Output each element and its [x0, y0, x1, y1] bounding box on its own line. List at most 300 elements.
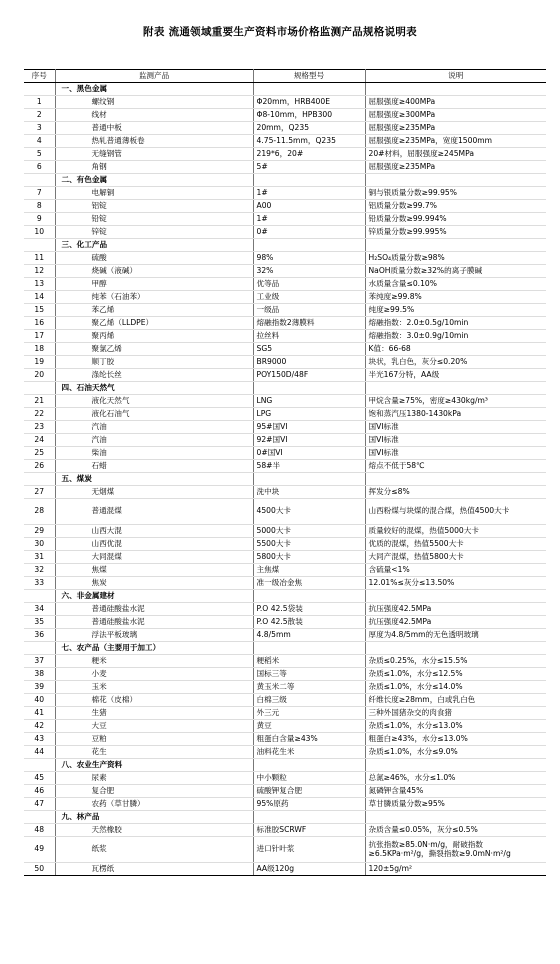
description: 12.01%≤灰分≤13.50%	[365, 577, 546, 590]
table-row	[24, 668, 546, 681]
table-row	[24, 226, 546, 239]
row-number: 18	[24, 343, 55, 356]
category-spec-cell	[253, 382, 365, 395]
row-number: 9	[24, 213, 55, 226]
description: 屈服强度≥235MPa	[365, 161, 546, 174]
description: 铅质量分数≥99.994%	[365, 213, 546, 226]
description: 国VI标准	[365, 421, 546, 434]
category-spec-cell	[253, 83, 365, 96]
table-row	[24, 694, 546, 707]
row-number: 5	[24, 148, 55, 161]
row-number: 37	[24, 655, 55, 668]
product-name: 普通混煤	[55, 499, 253, 525]
spec-model: P.O 42.5散装	[253, 616, 365, 629]
spec-model: Φ8-10mm，HPB300	[253, 109, 365, 122]
row-number: 43	[24, 733, 55, 746]
description: 铜与银质量分数≥99.95%	[365, 187, 546, 200]
row-number: 3	[24, 122, 55, 135]
spec-model: 粗蛋白含量≥43%	[253, 733, 365, 746]
table-row	[24, 291, 546, 304]
description: 粗蛋白≥43%，水分≤13.0%	[365, 733, 546, 746]
category-row	[24, 174, 546, 187]
description: 杂质≤1.0%，水分≤12.5%	[365, 668, 546, 681]
table-row	[24, 447, 546, 460]
product-name: 液化天然气	[55, 395, 253, 408]
row-number: 46	[24, 785, 55, 798]
spec-model: 工业级	[253, 291, 365, 304]
spec-model: 硫酸钾复合肥	[253, 785, 365, 798]
category-spec-cell	[253, 174, 365, 187]
spec-model: POY150D/48F	[253, 369, 365, 382]
spec-model: 5500大卡	[253, 538, 365, 551]
category-desc-cell	[365, 239, 546, 252]
row-number: 31	[24, 551, 55, 564]
product-name: 棉花（皮棉）	[55, 694, 253, 707]
product-name: 山西优混	[55, 538, 253, 551]
description: 纤维长度≥28mm，白或乳白色	[365, 694, 546, 707]
spec-model: P.O 42.5袋装	[253, 603, 365, 616]
description: 水质量含量≤0.10%	[365, 278, 546, 291]
category-no-cell	[24, 473, 55, 486]
row-number: 1	[24, 96, 55, 109]
description: 甲烷含量≥75%，密度≥430kg/m³	[365, 395, 546, 408]
row-number: 38	[24, 668, 55, 681]
header-product: 监测产品	[55, 70, 253, 83]
product-name: 豆粕	[55, 733, 253, 746]
description: 总氮≥46%，水分≤1.0%	[365, 772, 546, 785]
description: 熔融指数：2.0±0.5g/10min	[365, 317, 546, 330]
description: 草甘膦质量分数≥95%	[365, 798, 546, 811]
category-row	[24, 759, 546, 772]
product-name: 纸浆	[55, 837, 253, 863]
row-number: 50	[24, 863, 55, 876]
table-row	[24, 616, 546, 629]
product-name: 焦炭	[55, 577, 253, 590]
description: 屈服强度≥235MPa	[365, 122, 546, 135]
product-name: 甲醇	[55, 278, 253, 291]
description: 杂质≤1.0%，水分≤13.0%	[365, 720, 546, 733]
product-name: 焦煤	[55, 564, 253, 577]
row-number: 27	[24, 486, 55, 499]
table-row	[24, 109, 546, 122]
row-number: 44	[24, 746, 55, 759]
product-name: 铅锭	[55, 213, 253, 226]
product-name: 涤纶长丝	[55, 369, 253, 382]
table-row	[24, 304, 546, 317]
table-row	[24, 486, 546, 499]
product-name: 铝锭	[55, 200, 253, 213]
spec-model: 20mm，Q235	[253, 122, 365, 135]
spec-model: 58#半	[253, 460, 365, 473]
description: 抗压强度42.5MPa	[365, 603, 546, 616]
category-row	[24, 239, 546, 252]
product-name: 花生	[55, 746, 253, 759]
spec-model: 黄豆	[253, 720, 365, 733]
category-no-cell	[24, 239, 55, 252]
spec-model: 95%原药	[253, 798, 365, 811]
description: 纯度≥99.5%	[365, 304, 546, 317]
row-number: 36	[24, 629, 55, 642]
category-name: 八、农业生产资料	[55, 759, 253, 772]
row-number: 19	[24, 356, 55, 369]
category-name: 六、非金属建材	[55, 590, 253, 603]
product-name: 汽油	[55, 421, 253, 434]
spec-model: SG5	[253, 343, 365, 356]
row-number: 22	[24, 408, 55, 421]
category-spec-cell	[253, 759, 365, 772]
category-row	[24, 811, 546, 824]
spec-model: 4.75-11.5mm，Q235	[253, 135, 365, 148]
spec-model: 98%	[253, 252, 365, 265]
table-row	[24, 499, 546, 525]
spec-model: 优等品	[253, 278, 365, 291]
spec-model: 标准胶SCRWF	[253, 824, 365, 837]
spec-model: 4500大卡	[253, 499, 365, 525]
category-no-cell	[24, 759, 55, 772]
spec-model: 熔融指数2薄膜料	[253, 317, 365, 330]
row-number: 41	[24, 707, 55, 720]
row-number: 30	[24, 538, 55, 551]
row-number: 2	[24, 109, 55, 122]
spec-model: AA级120g	[253, 863, 365, 876]
product-name: 小麦	[55, 668, 253, 681]
product-name: 苯乙烯	[55, 304, 253, 317]
row-number: 7	[24, 187, 55, 200]
table-row	[24, 278, 546, 291]
product-name: 纯苯（石油苯）	[55, 291, 253, 304]
category-no-cell	[24, 174, 55, 187]
description: 杂质含量≤0.05%，灰分≤0.5%	[365, 824, 546, 837]
row-number: 10	[24, 226, 55, 239]
row-number: 40	[24, 694, 55, 707]
spec-model: 白棉三级	[253, 694, 365, 707]
product-name: 天然橡胶	[55, 824, 253, 837]
product-name: 普通硅酸盐水泥	[55, 616, 253, 629]
category-desc-cell	[365, 382, 546, 395]
product-name: 汽油	[55, 434, 253, 447]
description: 三种外国猪杂交的肉食猪	[365, 707, 546, 720]
spec-model: 国标三等	[253, 668, 365, 681]
spec-model: 5#	[253, 161, 365, 174]
category-spec-cell	[253, 239, 365, 252]
product-name: 尿素	[55, 772, 253, 785]
table-row	[24, 135, 546, 148]
table-row	[24, 707, 546, 720]
row-number: 24	[24, 434, 55, 447]
category-spec-cell	[253, 642, 365, 655]
description: 杂质≤1.0%，水分≤9.0%	[365, 746, 546, 759]
header-desc: 说明	[365, 70, 546, 83]
category-desc-cell	[365, 174, 546, 187]
row-number: 26	[24, 460, 55, 473]
table-row	[24, 538, 546, 551]
spec-model: 5800大卡	[253, 551, 365, 564]
header-no: 序号	[24, 70, 55, 83]
description: 屈服强度≥235MPa，宽度1500mm	[365, 135, 546, 148]
description: 抗压强度42.5MPa	[365, 616, 546, 629]
description: 氮磷钾含量45%	[365, 785, 546, 798]
product-name: 农药（草甘膦）	[55, 798, 253, 811]
category-name: 二、有色金属	[55, 174, 253, 187]
category-desc-cell	[365, 811, 546, 824]
table-row	[24, 824, 546, 837]
product-name: 电解铜	[55, 187, 253, 200]
table-row	[24, 629, 546, 642]
description: 饱和蒸汽压1380-1430kPa	[365, 408, 546, 421]
table-row	[24, 720, 546, 733]
spec-model: 1#	[253, 187, 365, 200]
product-name: 普通中板	[55, 122, 253, 135]
row-number: 35	[24, 616, 55, 629]
product-name: 无缝钢管	[55, 148, 253, 161]
table-row	[24, 200, 546, 213]
category-row	[24, 590, 546, 603]
table-row	[24, 746, 546, 759]
category-name: 一、黑色金属	[55, 83, 253, 96]
product-name: 石蜡	[55, 460, 253, 473]
spec-model: 粳稻米	[253, 655, 365, 668]
category-spec-cell	[253, 811, 365, 824]
table-row	[24, 525, 546, 538]
product-name: 线材	[55, 109, 253, 122]
spec-model: 一级品	[253, 304, 365, 317]
product-name: 无烟煤	[55, 486, 253, 499]
product-name: 复合肥	[55, 785, 253, 798]
category-name: 三、化工产品	[55, 239, 253, 252]
product-name: 烧碱（液碱）	[55, 265, 253, 278]
table-row	[24, 187, 546, 200]
spec-model: 4.8/5mm	[253, 629, 365, 642]
table-row	[24, 577, 546, 590]
spec-model: 洗中块	[253, 486, 365, 499]
row-number: 48	[24, 824, 55, 837]
description: 山西粉煤与块煤的混合煤，热值4500大卡	[365, 499, 546, 525]
description: 杂质≤1.0%，水分≤14.0%	[365, 681, 546, 694]
description: 挥发分≤8%	[365, 486, 546, 499]
description: 厚度为4.8/5mm的无色透明玻璃	[365, 629, 546, 642]
table-row	[24, 772, 546, 785]
row-number: 33	[24, 577, 55, 590]
category-desc-cell	[365, 642, 546, 655]
table-row	[24, 837, 546, 863]
category-no-cell	[24, 382, 55, 395]
table-row	[24, 681, 546, 694]
category-no-cell	[24, 811, 55, 824]
page-title: 附表 流通领域重要生产资料市场价格监测产品规格说明表	[143, 26, 417, 38]
table-row	[24, 551, 546, 564]
description: 熔融指数：3.0±0.9g/10min	[365, 330, 546, 343]
table-row	[24, 603, 546, 616]
table-row	[24, 96, 546, 109]
description: 120±5g/m²	[365, 863, 546, 876]
category-row	[24, 473, 546, 486]
row-number: 12	[24, 265, 55, 278]
spec-model: 5000大卡	[253, 525, 365, 538]
spec-model: 219*6，20#	[253, 148, 365, 161]
description: 苯纯度≥99.8%	[365, 291, 546, 304]
table-row	[24, 421, 546, 434]
table-row	[24, 655, 546, 668]
category-desc-cell	[365, 83, 546, 96]
table-row	[24, 148, 546, 161]
description: H₂SO₄质量分数≥98%	[365, 252, 546, 265]
category-no-cell	[24, 590, 55, 603]
product-name: 聚丙烯	[55, 330, 253, 343]
category-desc-cell	[365, 473, 546, 486]
spec-model: 32%	[253, 265, 365, 278]
spec-model: 0#	[253, 226, 365, 239]
table-row	[24, 460, 546, 473]
spec-model: 0#国VI	[253, 447, 365, 460]
product-name: 普通硅酸盐水泥	[55, 603, 253, 616]
table-row	[24, 369, 546, 382]
row-number: 11	[24, 252, 55, 265]
category-name: 四、石油天然气	[55, 382, 253, 395]
product-name: 大豆	[55, 720, 253, 733]
table-row	[24, 317, 546, 330]
table-row	[24, 356, 546, 369]
category-no-cell	[24, 642, 55, 655]
spec-table	[24, 69, 546, 876]
spec-model: 中小颗粒	[253, 772, 365, 785]
description: K值：66-68	[365, 343, 546, 356]
category-name: 九、林产品	[55, 811, 253, 824]
row-number: 13	[24, 278, 55, 291]
product-name: 螺纹钢	[55, 96, 253, 109]
table-row	[24, 343, 546, 356]
category-spec-cell	[253, 473, 365, 486]
spec-model: 92#国VI	[253, 434, 365, 447]
description: 杂质≤0.25%，水分≤15.5%	[365, 655, 546, 668]
table-row	[24, 408, 546, 421]
spec-model: 1#	[253, 213, 365, 226]
spec-model: 进口针叶浆	[253, 837, 365, 863]
description: 铝质量分数≥99.7%	[365, 200, 546, 213]
product-name: 大同混煤	[55, 551, 253, 564]
description: 屈服强度≥300MPa	[365, 109, 546, 122]
row-number: 32	[24, 564, 55, 577]
product-name: 浮法平板玻璃	[55, 629, 253, 642]
row-number: 14	[24, 291, 55, 304]
table-row	[24, 252, 546, 265]
description: 国VI标准	[365, 447, 546, 460]
table-row	[24, 564, 546, 577]
spec-model: 95#国VI	[253, 421, 365, 434]
product-name: 热轧普通薄板卷	[55, 135, 253, 148]
description: 抗张指数≥85.0N·m/g，耐破指数≥6.5KPa·m²/g，撕裂指数≥9.0mN·m²/g	[365, 837, 546, 863]
row-number: 17	[24, 330, 55, 343]
spec-model: 黄玉米二等	[253, 681, 365, 694]
category-desc-cell	[365, 759, 546, 772]
table-row	[24, 330, 546, 343]
category-no-cell	[24, 83, 55, 96]
description: 屈服强度≥400MPa	[365, 96, 546, 109]
row-number: 47	[24, 798, 55, 811]
spec-model: LPG	[253, 408, 365, 421]
category-row	[24, 83, 546, 96]
spec-model: 油料花生米	[253, 746, 365, 759]
row-number: 8	[24, 200, 55, 213]
product-name: 山西大混	[55, 525, 253, 538]
row-number: 34	[24, 603, 55, 616]
table-row	[24, 733, 546, 746]
product-name: 硫酸	[55, 252, 253, 265]
row-number: 25	[24, 447, 55, 460]
table-row	[24, 161, 546, 174]
row-number: 4	[24, 135, 55, 148]
spec-model: LNG	[253, 395, 365, 408]
product-name: 液化石油气	[55, 408, 253, 421]
row-number: 21	[24, 395, 55, 408]
row-number: 20	[24, 369, 55, 382]
row-number: 42	[24, 720, 55, 733]
table-row	[24, 863, 546, 876]
spec-model: A00	[253, 200, 365, 213]
product-name: 聚氯乙烯	[55, 343, 253, 356]
category-name: 七、农产品（主要用于加工）	[55, 642, 253, 655]
table-row	[24, 265, 546, 278]
table-row	[24, 785, 546, 798]
spec-model: 拉丝料	[253, 330, 365, 343]
category-name: 五、煤炭	[55, 473, 253, 486]
row-number: 23	[24, 421, 55, 434]
description: 国VI标准	[365, 434, 546, 447]
table-row	[24, 798, 546, 811]
description: 熔点不低于58℃	[365, 460, 546, 473]
spec-model: 准一级冶金焦	[253, 577, 365, 590]
spec-model: 主焦煤	[253, 564, 365, 577]
row-number: 45	[24, 772, 55, 785]
spec-model: 外三元	[253, 707, 365, 720]
table-row	[24, 213, 546, 226]
description: NaOH质量分数≥32%的离子膜碱	[365, 265, 546, 278]
header-spec: 规格型号	[253, 70, 365, 83]
category-spec-cell	[253, 590, 365, 603]
product-name: 瓦楞纸	[55, 863, 253, 876]
description: 块状，乳白色，灰分≤0.20%	[365, 356, 546, 369]
row-number: 6	[24, 161, 55, 174]
spec-model: BR9000	[253, 356, 365, 369]
table-body	[24, 83, 546, 876]
row-number: 28	[24, 499, 55, 525]
product-name: 角钢	[55, 161, 253, 174]
table-row	[24, 122, 546, 135]
description: 20#材料，屈服强度≥245MPa	[365, 148, 546, 161]
category-row	[24, 642, 546, 655]
product-name: 玉米	[55, 681, 253, 694]
table-row	[24, 395, 546, 408]
description: 优质的混煤，热值5500大卡	[365, 538, 546, 551]
category-row	[24, 382, 546, 395]
description: 锌质量分数≥99.995%	[365, 226, 546, 239]
row-number: 29	[24, 525, 55, 538]
table-header-row	[24, 70, 546, 83]
product-name: 粳米	[55, 655, 253, 668]
product-name: 聚乙烯（LLDPE）	[55, 317, 253, 330]
description: 大同产混煤，热值5800大卡	[365, 551, 546, 564]
row-number: 39	[24, 681, 55, 694]
spec-model: Φ20mm，HRB400E	[253, 96, 365, 109]
product-name: 顺丁胶	[55, 356, 253, 369]
description: 含硫量<1%	[365, 564, 546, 577]
product-name: 锌锭	[55, 226, 253, 239]
row-number: 15	[24, 304, 55, 317]
row-number: 49	[24, 837, 55, 863]
product-name: 柴油	[55, 447, 253, 460]
row-number: 16	[24, 317, 55, 330]
product-name: 生猪	[55, 707, 253, 720]
category-desc-cell	[365, 590, 546, 603]
